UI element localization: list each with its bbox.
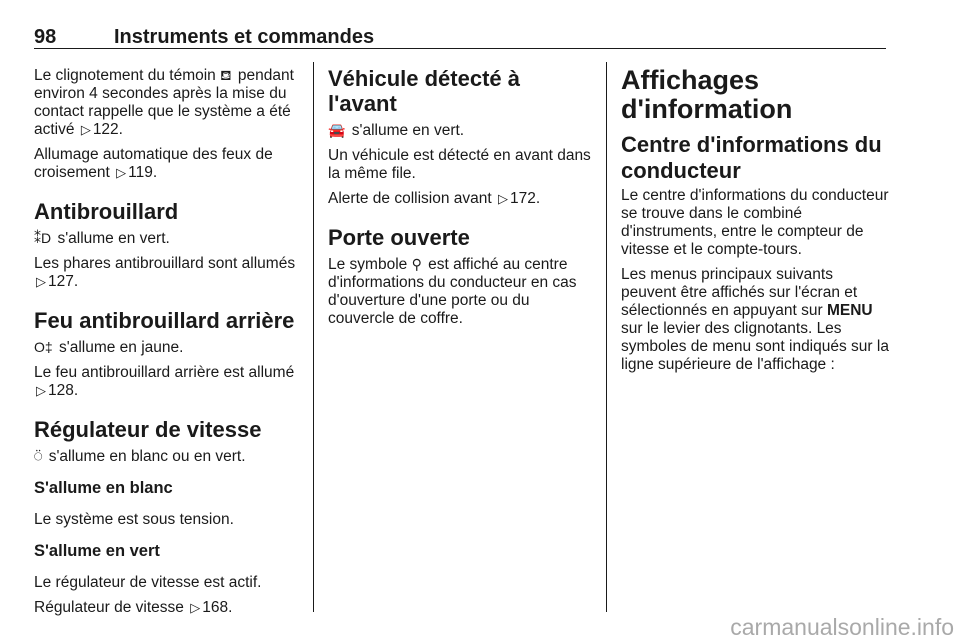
column-middle [328,66,592,335]
column-left [34,66,300,624]
heading-vert: S'allume en vert [34,542,160,560]
paragraph-feu-line: O‡ s'allume en jaune. [34,339,184,356]
watermark: carmanualsonline.info [730,614,954,640]
column-divider-2 [606,62,607,612]
heading-vehicule: Véhicule détecté à l'avant [328,66,520,116]
page-ref[interactable]: 122. [92,121,123,138]
page-ref-arrow-icon: ▷ [36,383,46,398]
page-ref-arrow-icon: ▷ [190,600,201,615]
heading-feu-antibrouillard: Feu antibrouillard arrière [34,308,295,333]
paragraph-centre: Le centre d'informations du conducteur se trouve dans le combiné d'instruments, entre le compteur de vitesse et le compte-tours. [621,187,889,258]
page-ref[interactable]: 119. [128,164,158,181]
paragraph-vehicule-text: Un véhicule est détecté en avant dans la même file. [328,147,591,182]
cruise-control-icon: ⍥ [34,448,43,464]
paragraph-regulateur-ref: Régulateur de vitesse ▷ 168. [34,599,233,616]
paragraph-feu-text: Le feu antibrouillard arrière est allumé ▷ 128. [34,364,295,399]
page-ref[interactable]: 172. [510,190,541,207]
door-open-icon: ⚲ [411,256,422,272]
rear-fog-light-icon: O‡ [34,339,53,355]
paragraph-antibrouillard-line: ⁑D s'allume en vert. [34,230,170,247]
page-ref[interactable]: 127. [48,273,79,290]
heading-centre: Centre d'informations du conducteur [621,132,882,183]
fog-light-icon: ⁑D [34,230,52,246]
heading-antibrouillard: Antibrouillard [34,199,179,224]
paragraph-antibrouillard-text: Les phares antibrouillard sont allumés ▷ 127. [34,255,296,290]
page-ref[interactable]: 168. [202,599,233,616]
heading-porte: Porte ouverte [328,225,470,250]
telltale-icon: ⛾ [220,67,232,83]
paragraph-vehicule-line: 🚘 s'allume en vert. [328,122,465,139]
page-number: 98 [34,26,57,48]
heading-blanc: S'allume en blanc [34,479,173,497]
paragraph-telltale: Le clignotement du témoin ⛾ pendant environ 4 secondes après la mise du contact rappelle que le système a été activé ▷ 122. [34,67,294,138]
page-ref-arrow-icon: ▷ [116,165,127,180]
paragraph-regulateur-line: ⍥ s'allume en blanc ou en vert. [34,448,246,465]
column-right [621,66,891,381]
paragraph-menus: Les menus principaux suivants peuvent être affichés sur l'écran et sélectionnés en appuyant sur MENU sur le levier des clignotants. Les symboles de menu sont indiqués sur la ligne supérieure de l'affichage : [621,266,889,373]
page-ref-arrow-icon: ▷ [80,122,91,137]
paragraph-alerte: Alerte de collision avant ▷ 172. [328,190,541,207]
paragraph-blanc: Le système est sous tension. [34,511,234,528]
heading-regulateur: Régulateur de vitesse [34,417,262,442]
paragraph-vert: Le régulateur de vitesse est actif. [34,574,262,591]
page-ref-arrow-icon: ▷ [498,191,509,206]
paragraph-auto-lights: Allumage automatique des feux de croisement ▷ 119. [34,146,273,181]
page-ref[interactable]: 128. [48,382,79,399]
car-icon: 🚘 [328,122,346,138]
page-ref-arrow-icon: ▷ [36,274,46,289]
menu-button-label: MENU [826,302,873,319]
page-header [34,26,886,49]
column-divider-1 [313,62,314,612]
section-title: Instruments et commandes [114,26,375,48]
paragraph-porte: Le symbole ⚲ est affiché au centre d'informations du conducteur en cas d'ouverture d'une porte ou du couvercle de coffre. [328,256,577,327]
heading-affichages: Affichages d'information [621,65,793,124]
